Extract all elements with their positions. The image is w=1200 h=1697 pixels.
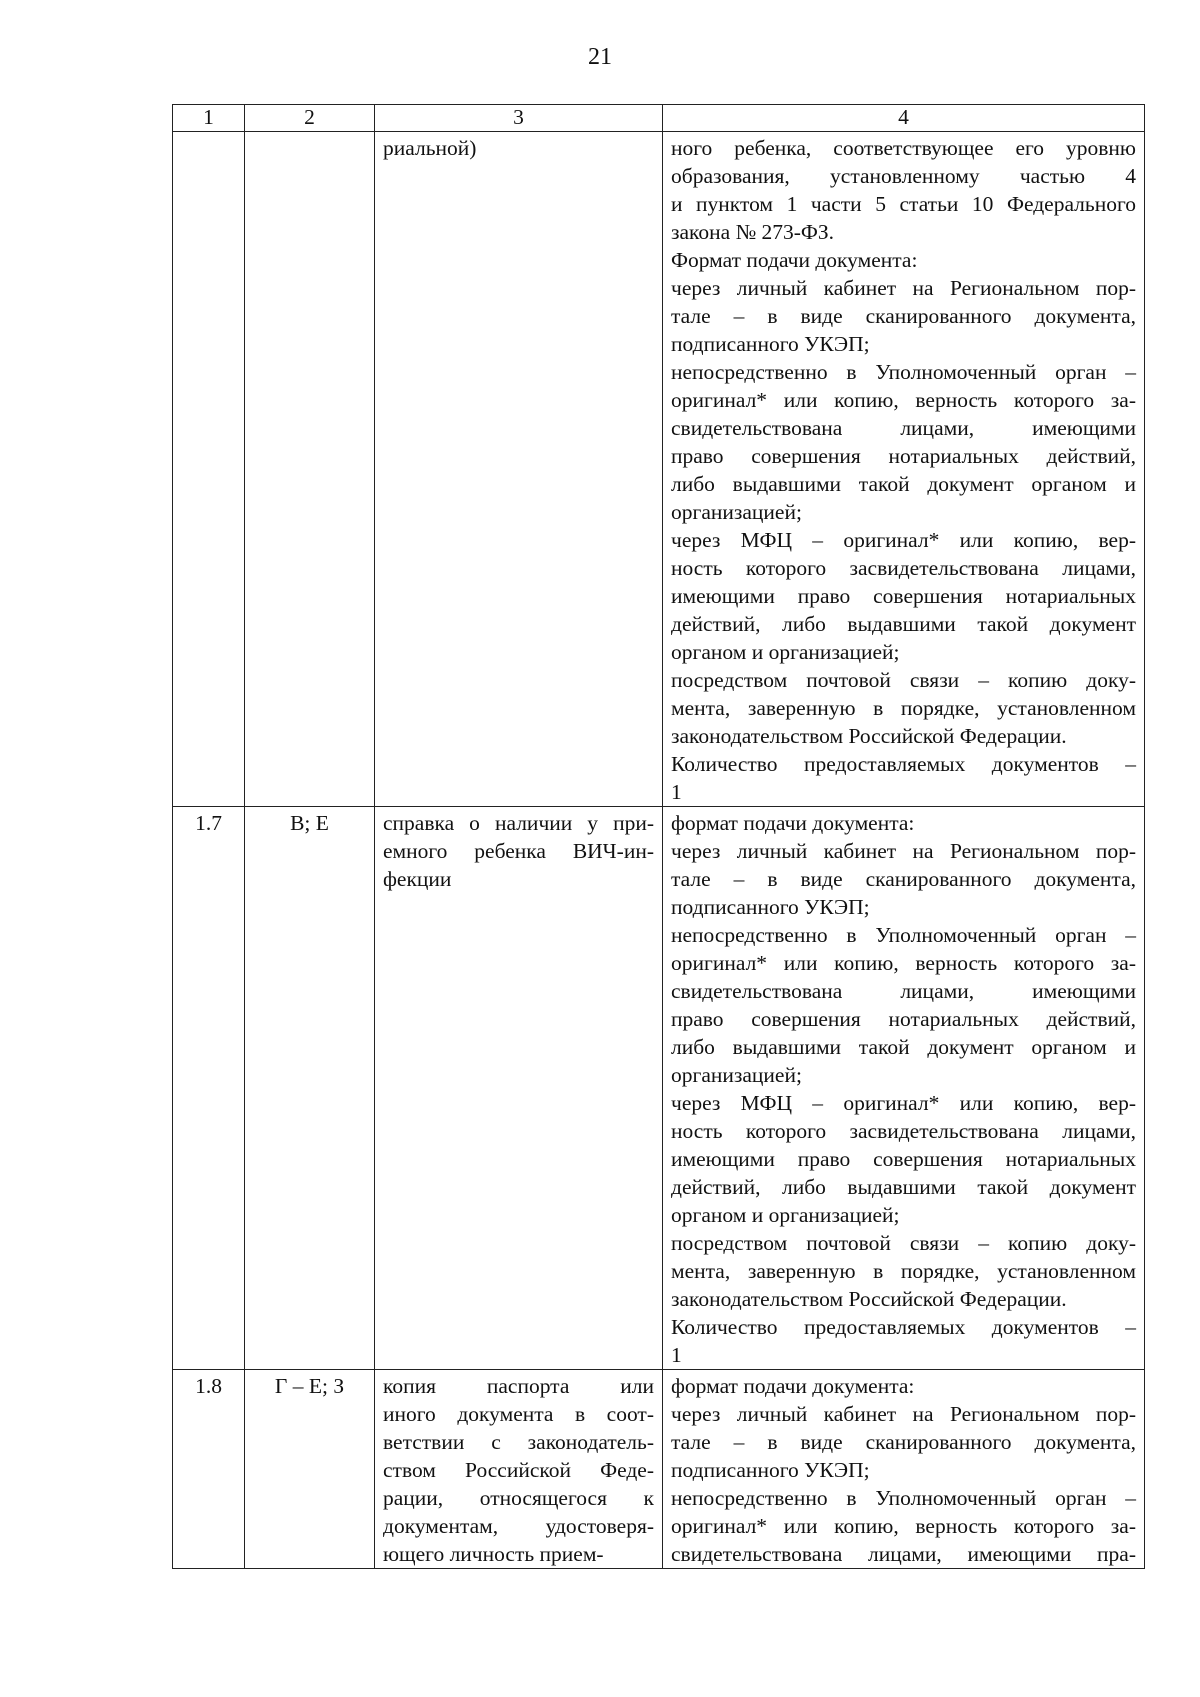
submission-format-line: ного ребенка, соответствующее его уровню	[671, 136, 1136, 160]
submission-format-line: 1	[671, 1343, 682, 1367]
document-name-line: копия паспорта или	[383, 1374, 654, 1398]
submission-format-line: организацией;	[671, 1063, 802, 1087]
row-number-text: 1.8	[195, 1374, 222, 1398]
submission-format-line: либо выдавшими такой документ органом и	[671, 1035, 1136, 1059]
submission-format-line: имеющими право совершения нотариальных	[671, 1147, 1136, 1171]
submission-format-line: подписанного УКЭП;	[671, 332, 870, 356]
submission-format-line: мента, заверенную в порядке, установленном	[671, 696, 1136, 720]
submission-format-line: организацией;	[671, 500, 802, 524]
submission-format-line: и пунктом 1 части 5 статьи 10 Федерального	[671, 192, 1136, 216]
submission-format-line: законодательством Российской Федерации.	[671, 724, 1067, 748]
submission-format-line: право совершения нотариальных действий,	[671, 1007, 1136, 1031]
document-name-line: ющего личность прием-	[383, 1542, 604, 1566]
submission-format	[663, 1370, 1145, 1569]
submission-format-line: непосредственно в Уполномоченный орган –	[671, 360, 1136, 384]
header-col-1: 1	[173, 105, 245, 132]
submission-format-line: тале – в виде сканированного документа,	[671, 1430, 1136, 1454]
submission-format-line: либо выдавшими такой документ органом и	[671, 472, 1136, 496]
submission-format-line: 1	[671, 780, 682, 804]
submission-format-line: органом и организацией;	[671, 1203, 900, 1227]
table-row	[173, 807, 1145, 1370]
submission-format-line: тале – в виде сканированного документа,	[671, 867, 1136, 891]
submission-format-line: посредством почтовой связи – копию доку-	[671, 668, 1136, 692]
category-codes-text: Г – Е; З	[274, 1374, 345, 1398]
submission-format-line: непосредственно в Уполномоченный орган –	[671, 1486, 1136, 1510]
submission-format-line: формат подачи документа:	[671, 1374, 915, 1398]
requirements-table	[172, 104, 1145, 1569]
submission-format-line: подписанного УКЭП;	[671, 1458, 870, 1482]
header-col-4: 4	[663, 105, 1145, 132]
submission-format-line: имеющими право совершения нотариальных	[671, 584, 1136, 608]
applicant-category-codes	[245, 807, 375, 1370]
document-name-line: ством Российской Феде-	[383, 1458, 654, 1482]
row-number	[173, 807, 245, 1370]
submission-format-line: закона № 273-ФЗ.	[671, 220, 834, 244]
submission-format-line: Формат подачи документа:	[671, 248, 918, 272]
page-number: 21	[588, 44, 612, 70]
submission-format-line: законодательством Российской Федерации.	[671, 1287, 1067, 1311]
submission-format-line: через МФЦ – оригинал* или копию, вер-	[671, 528, 1136, 552]
document-name-line: фекции	[383, 867, 452, 891]
applicant-category-codes	[245, 1370, 375, 1569]
submission-format-line: Количество предоставляемых документов –	[671, 752, 1136, 776]
submission-format	[663, 132, 1145, 807]
submission-format-line: Количество предоставляемых документов –	[671, 1315, 1136, 1339]
row-number	[173, 1370, 245, 1569]
submission-format-line: свидетельствована лицами, имеющими	[671, 979, 1136, 1003]
submission-format-line: непосредственно в Уполномоченный орган –	[671, 923, 1136, 947]
document-name-line: риальной)	[383, 136, 477, 160]
submission-format-line: мента, заверенную в порядке, установленном	[671, 1259, 1136, 1283]
submission-format-line: оригинал* или копию, верность которого за-	[671, 388, 1136, 412]
submission-format-line: образования, установленному частью 4	[671, 164, 1136, 188]
document-name-line: иного документа в соот-	[383, 1402, 654, 1426]
document-name	[375, 807, 663, 1370]
document-name	[375, 132, 663, 807]
applicant-category-codes	[245, 132, 375, 807]
submission-format-line: формат подачи документа:	[671, 811, 915, 835]
document-name	[375, 1370, 663, 1569]
submission-format-line: через личный кабинет на Региональном пор-	[671, 276, 1136, 300]
document-name-line: документам, удостоверя-	[383, 1514, 654, 1538]
submission-format-line: действий, либо выдавшими такой документ	[671, 612, 1136, 636]
submission-format-line: действий, либо выдавшими такой документ	[671, 1175, 1136, 1199]
submission-format-line: органом и организацией;	[671, 640, 900, 664]
document-name-line: емного ребенка ВИЧ-ин-	[383, 839, 654, 863]
document-name-line: справка о наличии у при-	[383, 811, 654, 835]
submission-format-line: подписанного УКЭП;	[671, 895, 870, 919]
row-number-text: 1.7	[195, 811, 222, 835]
submission-format-line: право совершения нотариальных действий,	[671, 444, 1136, 468]
submission-format	[663, 807, 1145, 1370]
submission-format-line: через личный кабинет на Региональном пор-	[671, 1402, 1136, 1426]
submission-format-line: свидетельствована лицами, имеющими	[671, 416, 1136, 440]
header-col-2: 2	[245, 105, 375, 132]
header-col-3: 3	[375, 105, 663, 132]
submission-format-line: посредством почтовой связи – копию доку-	[671, 1231, 1136, 1255]
category-codes-text: В; Е	[290, 811, 329, 835]
submission-format-line: ность которого засвидетельствована лицами,	[671, 1119, 1136, 1143]
submission-format-line: через МФЦ – оригинал* или копию, вер-	[671, 1091, 1136, 1115]
table-row	[173, 132, 1145, 807]
submission-format-line: свидетельствована лицами, имеющими пра-	[671, 1542, 1136, 1566]
submission-format-line: ность которого засвидетельствована лицами,	[671, 556, 1136, 580]
document-name-line: рации, относящегося к	[383, 1486, 654, 1510]
table-row	[173, 1370, 1145, 1569]
submission-format-line: оригинал* или копию, верность которого за-	[671, 951, 1136, 975]
table-header-row	[173, 105, 1145, 132]
row-number	[173, 132, 245, 807]
table-body	[173, 132, 1145, 1569]
submission-format-line: через личный кабинет на Региональном пор-	[671, 839, 1136, 863]
submission-format-line: тале – в виде сканированного документа,	[671, 304, 1136, 328]
document-name-line: ветствии с законодатель-	[383, 1430, 654, 1454]
submission-format-line: оригинал* или копию, верность которого за-	[671, 1514, 1136, 1538]
